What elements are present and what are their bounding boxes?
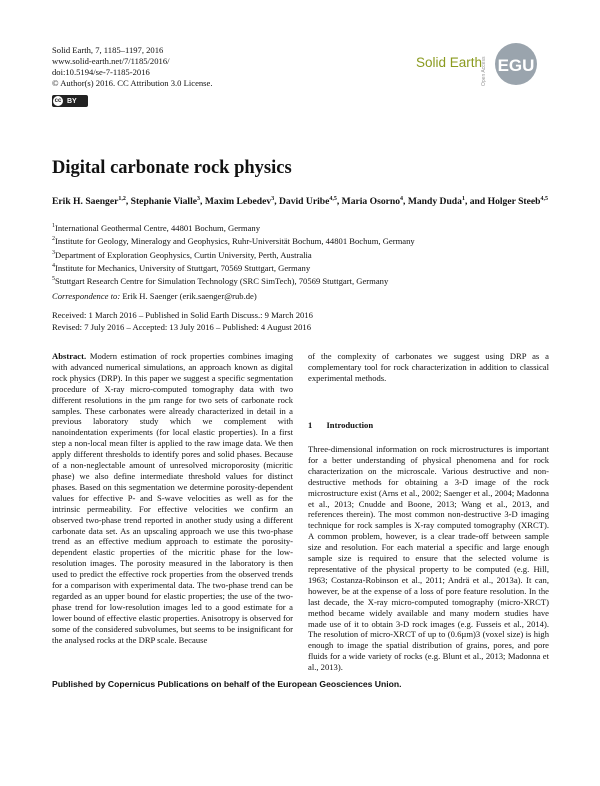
abstract-text: Modern estimation of rock properties combines imaging with advanced numerical simulations, an approach known as digital rock physics (DRP). In this paper we suggest a specific segmentation procedure of X-ray micro-computed tomography data with two different resolutions in the µm range for two sets of carbonate rock samples. These carbonates were already characterized in detail in a previous laboratory study which we complement with nanoindentation experiments (for local elastic properties). In a first step a non-local mean filter is applied to the raw image data. We then apply different thresholds to identify pores and solid phases. Because of a non-neglectable amount of unresolved microporosity (micritic phase) we also define intermediate threshold values for distinct phases. Based on this segmentation we determine porosity-dependent values for effective P- and S-wave velocities as well as for the intrinsic permeability. For effective velocities we confirm an observed two-phase trend reported in another study using a different carbonate data set. As an upscaling approach we use this two-phase trend as an effective medium approach to estimate the porosity-dependent elastic properties of the micritic phase for the low-resolution images. The porosity measured in the laboratory is then used to predict the effective rock properties from the observed trends for a comparison with experimental data. The two-phase trend can be regarded as an upper bound for elastic properties; the use of the two-phase trend for low-resolution images led to a good estimate for a lower bound of effective elastic properties. Anisotropy is observed for some of the considered subvolumes, but seems to be insignificant for the analysed rocks at the DRP scale. Because — [52, 351, 293, 645]
cc-license-badge — [52, 95, 88, 107]
affiliation-item: $^4$Institute for Mechanics, University of Stuttgart, 70569 Stuttgart, Germany — [52, 262, 311, 273]
affiliation-item: $^3$Department of Exploration Geophysics, Curtin University, Perth, Australia — [52, 249, 312, 260]
author-list — [52, 193, 552, 208]
section-number: 1 — [308, 420, 313, 430]
journal-name-logo: Solid Earth — [416, 55, 483, 70]
cc-by-label: BY — [67, 97, 77, 105]
cc-icon: cc — [54, 98, 62, 104]
journal-header — [52, 45, 213, 89]
doi[interactable]: doi:10.5194/se-7-1185-2016 — [52, 67, 150, 77]
affiliation-item: $^5$Stuttgart Research Centre for Simulation Technology (SRC SimTech), 70569 Stuttgart, Germany — [52, 276, 389, 287]
introduction-text: Three-dimensional information on rock microstructures is important for a better understanding of physical phenomena and for rock characterization on the microscale. Various destructive and non-destructive methods for obtaining a 3-D image of the rock microstructure exist (Arns et al., 2002; Saenger et al., 2004; Madonna et al., 2013; Cnudde and Boone, 2013; Wang et al., 2013, and references therein). The most common non-destructive 3-D imaging technique for rock samples is X-ray computed tomography (XRCT). A common problem, however, is a clear trade-off between sample size and resolution. For each material a specific and large enough sample size is required to ensure that the selected volume is representative of the physical property to be computed (e.g. Hill, 1963; Costanza-Robinson et al., 2011; Andrä et al., 2013a). It can, however, be at the expense of a loss of pore feature resolution. In the last decade, the X-ray micro-computed tomography (micro-XRCT) method became widely available and many modern studies have made use of it to obtain 3-D rock images (e.g. Fusseis et al., 2014). The resolution of micro-XRCT of up to (0.6µm)3 (voxel size) is high enough to image the spatial distribution of grains, pores, and pore fluids for a wide variety of rocks (e.g. Blunt et al., 2013; Madonna et al., 2013). — [308, 444, 549, 673]
egu-logo-icon — [489, 42, 543, 86]
copyright: © Author(s) 2016. CC Attribution 3.0 License. — [52, 78, 213, 88]
affiliation-item: $^1$International Geothermal Centre, 44801 Bochum, Germany — [52, 222, 260, 233]
affiliations — [52, 221, 552, 288]
open-access-label: Open Access — [481, 56, 487, 86]
date-line: Revised: 7 July 2016 – Accepted: 13 July 2016 – Published: 4 August 2016 — [52, 321, 311, 332]
publication-dates — [52, 310, 313, 333]
correspondence-label: Correspondence to: — [52, 291, 121, 301]
affiliation-item: $^2$Institute for Geology, Mineralogy and Geophysics, Ruhr-Universität Bochum, 44801 Bochum, Germany — [52, 236, 415, 247]
correspondence — [52, 291, 257, 301]
abstract-label: Abstract. — [52, 351, 87, 361]
section-title: Introduction — [326, 420, 374, 430]
egu-logo-text: EGU — [497, 56, 535, 75]
publisher-footer: Published by Copernicus Publications on behalf of the European Geosciences Union. — [52, 679, 402, 689]
journal-url[interactable]: www.solid-earth.net/7/1185/2016/ — [52, 56, 170, 66]
date-line: Received: 1 March 2016 – Published in Solid Earth Discuss.: 9 March 2016 — [52, 310, 313, 320]
journal-citation: Solid Earth, 7, 1185–1197, 2016 — [52, 45, 164, 55]
correspondence-text[interactable]: Erik H. Saenger (erik.saenger@rub.de) — [122, 291, 257, 301]
authors-text: Erik H. Saenger$^{1,2}$, Stephanie Vialle$^3$, Maxim Lebedev$^3$, David Uribe$^{4,5}$, Maria Osorno$^4$, Mandy Duda$^1$, and Holger Steeb$^{4,5}$ — [52, 196, 548, 208]
section-heading — [308, 420, 373, 430]
abstract-continuation: of the complexity of carbonates we suggest using DRP as a complementary tool for rock characterization in addition to classical experimental methods. — [308, 351, 549, 383]
paper-title: Digital carbonate rock physics — [52, 158, 292, 178]
abstract — [52, 351, 293, 645]
